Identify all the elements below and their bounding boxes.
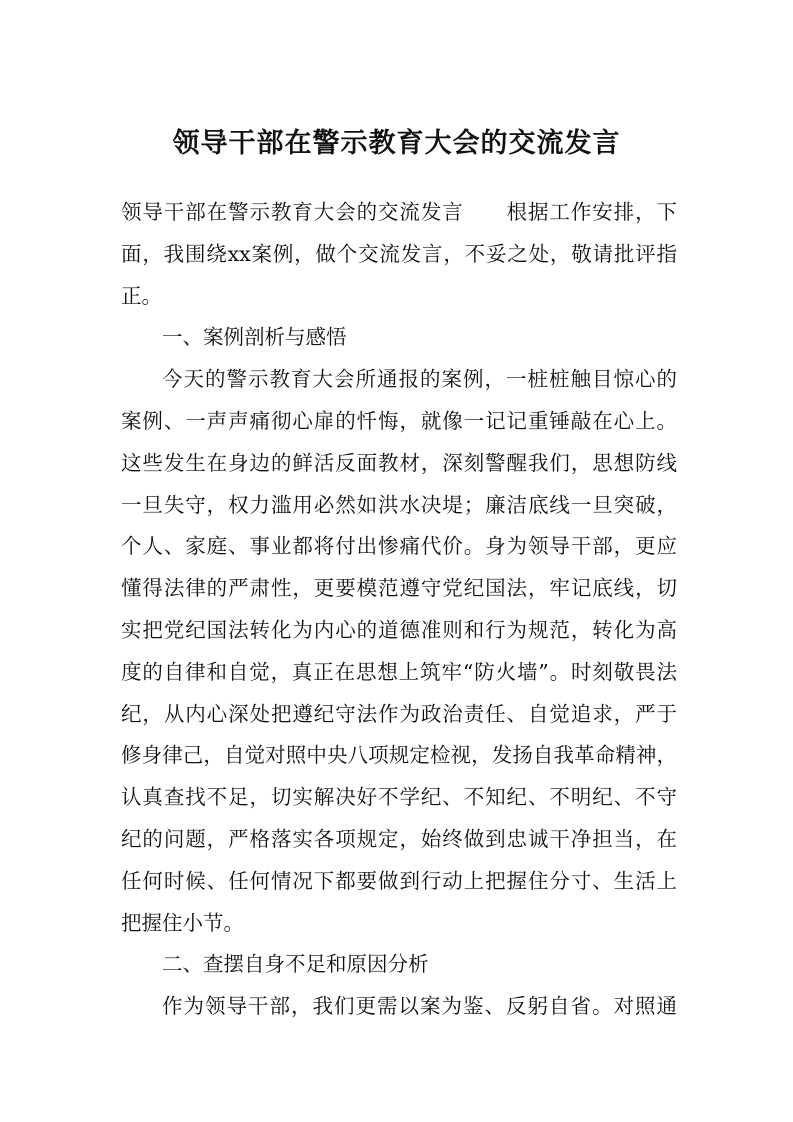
- intro-line-1: [121, 192, 677, 234]
- intro-line-2: 面，我围绕xx案例，做个交流发言，不妥之处，敬请批评指: [121, 241, 677, 266]
- section-1-line: 个人、家庭、事业都将付出惨痛代价。身为领导干部，更应: [121, 534, 677, 559]
- section-1-line: 实把党纪国法转化为内心的道德准则和行为规范，转化为高: [121, 617, 677, 642]
- section-1-line: 今天的警示教育大会所通报的案例，一桩桩触目惊心的: [162, 367, 677, 392]
- section-1-line: 修身律己，自觉对照中央八项规定检视，发扬自我革命精神，: [121, 743, 677, 768]
- section-1-line: 案例、一声声痛彻心扉的忏悔，就像一记记重锤敲在心上。: [121, 408, 677, 433]
- section-1-line: 认真查找不足，切实解决好不学纪、不知纪、不明纪、不守: [121, 785, 677, 810]
- intro-lead: 领导干部在警示教育大会的交流发言: [121, 200, 464, 224]
- section-1-line: 纪，从内心深处把遵纪守法作为政治责任、自觉追求，严于: [121, 701, 677, 726]
- section-1-line: 这些发生在身边的鲜活反面教材，深刻警醒我们，思想防线: [121, 450, 677, 475]
- section-2-heading: 二、查摆自身不足和原因分析: [162, 952, 429, 977]
- section-1-line: 纪的问题，严格落实各项规定，始终做到忠诚干净担当，在: [121, 826, 677, 851]
- section-1-heading: 一、案例剖析与感悟: [162, 325, 347, 350]
- document-body: [121, 192, 677, 1028]
- section-1-line: 任何时候、任何情况下都要做到行动上把握住分寸、生活上: [121, 868, 677, 893]
- section-1-line: 懂得法律的严肃性，更要模范遵守党纪国法，牢记底线，切: [121, 576, 677, 601]
- intro-line-1-rest: 根据工作安排，下: [505, 200, 678, 224]
- section-1-line: 一旦失守，权力滥用必然如洪水决堤；廉洁底线一旦突破，: [121, 492, 677, 517]
- section-2-line: 作为领导干部，我们更需以案为鉴、反躬自省。对照通: [162, 994, 677, 1019]
- document-title: 领导干部在警示教育大会的交流发言: [172, 128, 621, 159]
- section-1-line: 把握住小节。: [121, 910, 244, 935]
- section-1-line: 度的自律和自觉，真正在思想上筑牢“防火墙”。时刻敬畏法: [121, 659, 677, 684]
- intro-line-3: 正。: [121, 283, 162, 308]
